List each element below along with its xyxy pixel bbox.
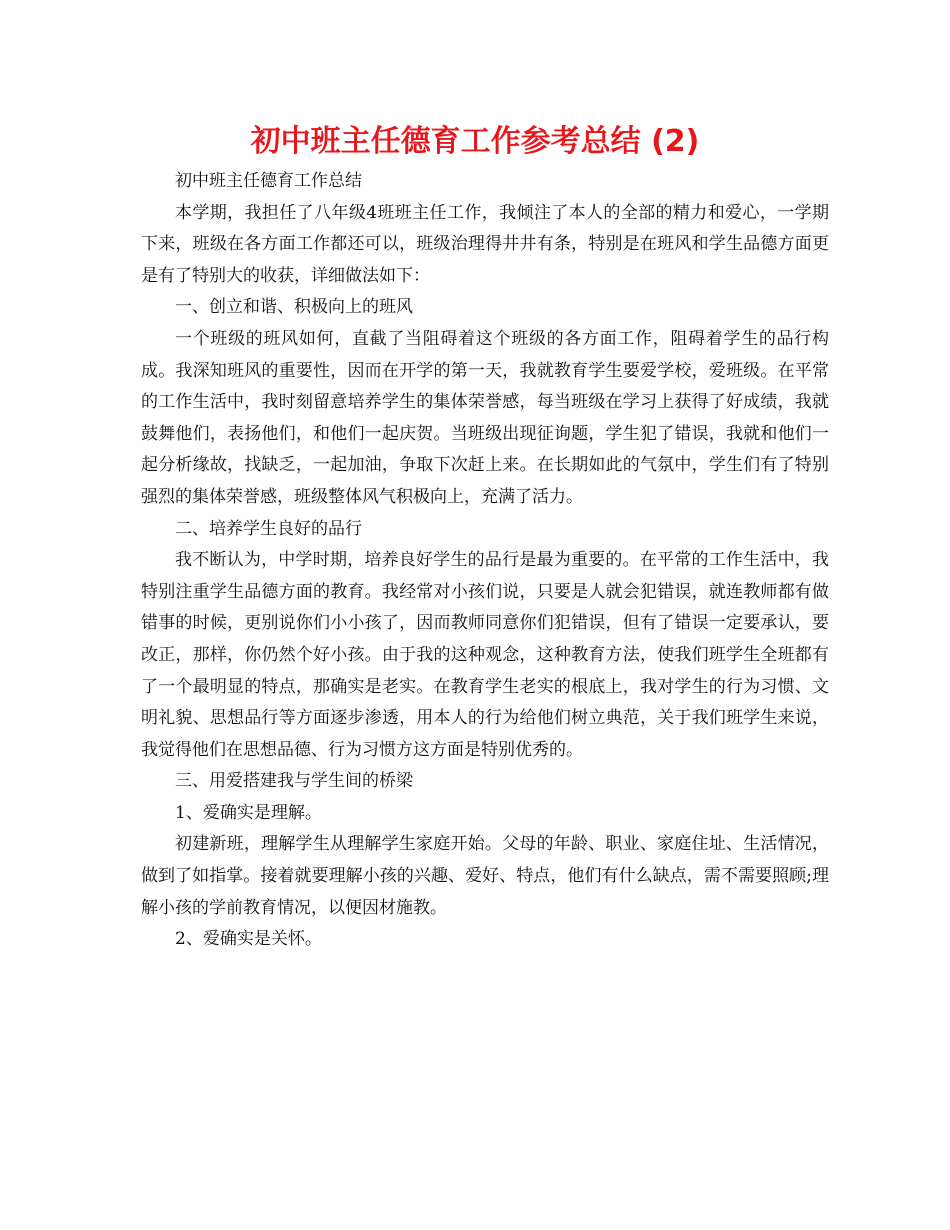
section-heading-1: 一、创立和谐、积极向上的班风: [175, 297, 413, 318]
paragraph-section-1: 一个班级的班风如何，直截了当阻碍着这个班级的各方面工作，阻碍着学生的品行构成。我深知班风的重要性，因而在开学的第一天，我就教育学生要爱学校，爱班级。在平常的工作生活中，我时刻留意培养学生的集体荣誉感，每当班级在学习上获得了好成绩，我就鼓舞他们，表扬他们，和他们一起庆贺。当班级出现征询题，学生犯了错误，我就和他们一起分析缘故，找缺乏，一起加油，争取下次赶上来。在长期如此的气氛中，学生们有了特别强烈的集体荣誉感，班级整体风气积极向上，充满了活力。: [141, 328, 829, 507]
document-body: [141, 166, 829, 956]
subsection-heading-2: 2、爱确实是关怀。: [175, 929, 322, 950]
subsection-heading-1: 1、爱确实是理解。: [175, 802, 322, 823]
paragraph-subsection-1: 初建新班，理解学生从理解学生家庭开始。父母的年龄、职业、家庭住址、生活情况，做到了如指掌。接着就要理解小孩的兴趣、爱好、特点，他们有什么缺点，需不需要照顾;理解小孩的学前教育情况，以便因材施教。: [141, 834, 829, 918]
paragraph-intro: 本学期，我担任了八年级4班班主任工作，我倾注了本人的全部的精力和爱心，一学期下来，班级在各方面工作都还可以，班级治理得井井有条，特别是在班风和学生品德方面更是有了特别大的收获，详细做法如下：: [141, 202, 829, 286]
document-title: 初中班主任德育工作参考总结 (2): [250, 124, 700, 159]
paragraph-section-2: 我不断认为，中学时期，培养良好学生的品行是最为重要的。在平常的工作生活中，我特别注重学生品德方面的教育。我经常对小孩们说，只要是人就会犯错误，就连教师都有做错事的时候，更别说你们小小孩了，因而教师同意你们犯错误，但有了错误一定要承认，要改正，那样，你仍然个好小孩。由于我的这种观念，这种教育方法，使我们班学生全班都有了一个最明显的特点，那确实是老实。在教育学生老实的根底上，我对学生的行为习惯、文明礼貌、思想品行等方面逐步渗透，用本人的行为给他们树立典范，关于我们班学生来说，我觉得他们在思想品德、行为习惯方这方面是特别优秀的。: [141, 550, 829, 760]
section-heading-2: 二、培养学生良好的品行: [175, 518, 362, 539]
paragraph-subtitle: 初中班主任德育工作总结: [175, 171, 362, 191]
section-heading-3: 三、用爱搭建我与学生间的桥梁: [175, 771, 413, 792]
